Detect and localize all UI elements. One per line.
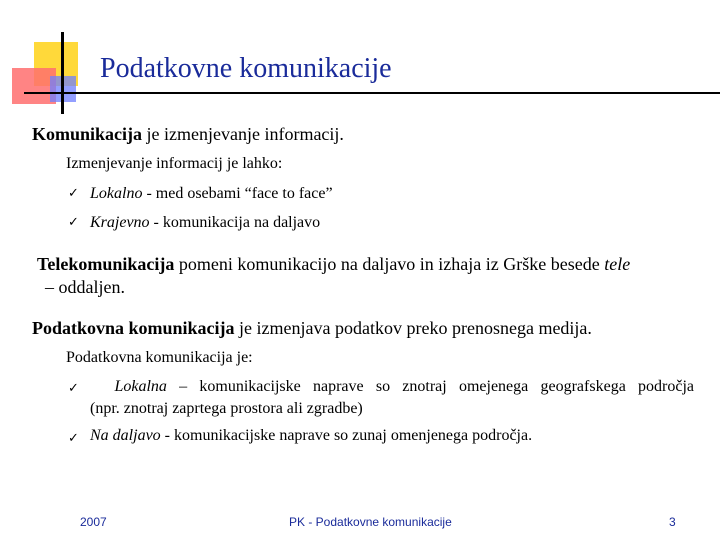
list-item-text: - med osebami “face to face” [142, 185, 333, 202]
title-underline [24, 92, 720, 94]
list-item-term: Na daljavo [90, 427, 161, 444]
check-icon: ✓ [68, 215, 79, 230]
list-item [90, 213, 320, 232]
list-item [90, 426, 532, 445]
decor-vertical-line [61, 32, 64, 114]
section2-term: tele [604, 254, 631, 274]
section1-heading-rest: je izmenjevanje informacij. [142, 124, 344, 144]
section1-subheading: Izmenjevanje informacij je lahko: [66, 155, 283, 172]
section2-text: pomeni komunikacijo na daljavo in izhaja iz Grške besede [174, 254, 605, 274]
section3-heading-rest: je izmenjava podatkov preko prenosnega medija. [234, 318, 592, 338]
list-item-term: Krajevno [90, 214, 150, 231]
list-item [90, 184, 333, 203]
list-item-text: - komunikacijske naprave so zunaj omenjenega področja. [160, 427, 533, 444]
check-icon: ✓ [68, 431, 79, 446]
section3-heading [32, 318, 592, 340]
list-item-text: - komunikacija na daljavo [149, 214, 321, 231]
section1-heading [32, 124, 344, 146]
footer-title: PK - Podatkovne komunikacije [289, 515, 452, 529]
list-item-continuation: (npr. znotraj zaprtega prostora ali zgradbe) [90, 400, 363, 417]
section1-heading-bold: Komunikacija [32, 124, 143, 144]
list-item-text: – komunikacijske naprave so znotraj omejenega geografskega področja [166, 378, 695, 395]
section3-subheading: Podatkovna komunikacija je: [66, 349, 253, 366]
list-item [90, 377, 694, 396]
check-icon: ✓ [68, 186, 79, 201]
section2-bold: Telekomunikacija [37, 254, 175, 274]
slide-title: Podatkovne komunikacije [100, 53, 392, 84]
section2-line1 [37, 254, 630, 276]
section3-heading-bold: Podatkovna komunikacija [32, 318, 235, 338]
list-item-term: Lokalno [90, 185, 143, 202]
list-item-term: Lokalna [114, 378, 167, 395]
footer-year: 2007 [80, 515, 107, 529]
check-icon: ✓ [68, 381, 79, 396]
section2-line2: – oddaljen. [45, 277, 125, 297]
page-number: 3 [669, 515, 676, 529]
